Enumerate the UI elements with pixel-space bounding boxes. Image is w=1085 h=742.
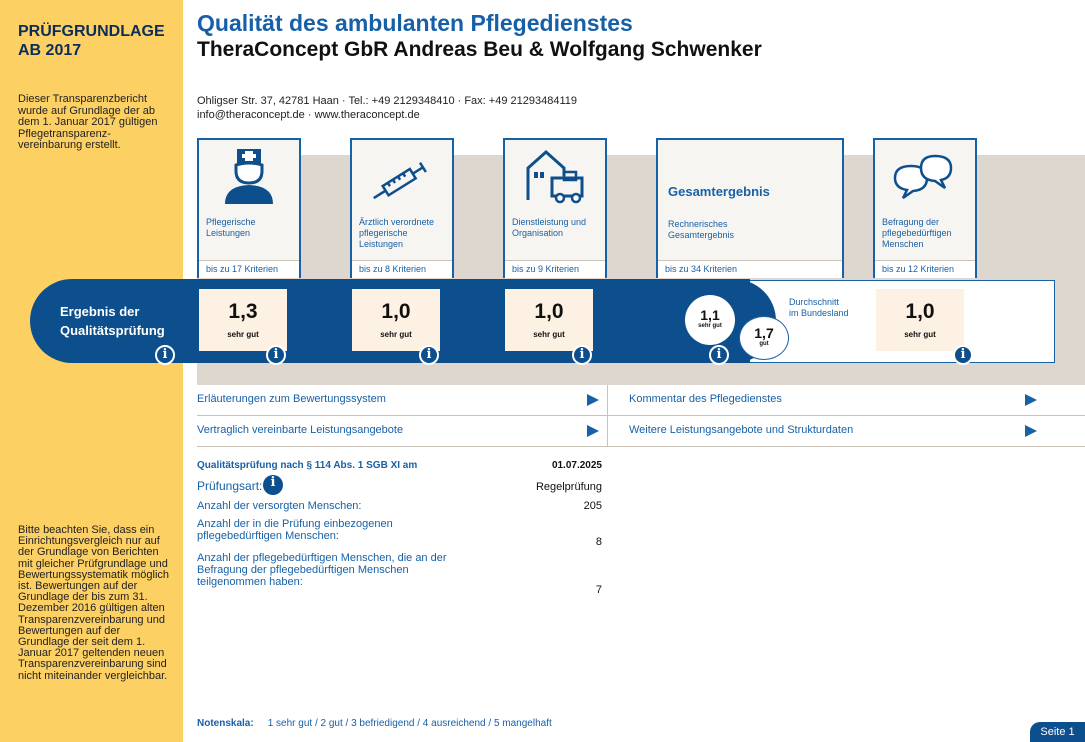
- card-title: Gesamtergebnis: [668, 184, 770, 199]
- card-befragung: [873, 138, 977, 278]
- grade-pflegerische-leistungen: [199, 289, 287, 351]
- card-criteria: bis zu 12 Kriterien: [875, 260, 975, 278]
- link-row: [197, 416, 1085, 447]
- card-label: Befragung der pflegebedürftigen Menschen: [882, 217, 952, 249]
- card-label: Dienstleistung und Organisation: [512, 217, 587, 238]
- grade-value: 1,0: [534, 300, 564, 323]
- arrow-right-icon[interactable]: [587, 425, 599, 437]
- provider-name: TheraConcept GbR Andreas Beu & Wolfgang Schwenker: [197, 38, 762, 61]
- page-number: Seite 1: [1030, 722, 1085, 742]
- detail-value: 205: [583, 500, 602, 512]
- card-label: Pflegerische Leistungen: [206, 217, 256, 238]
- total-grade-text: sehr gut: [698, 323, 722, 329]
- info-icon-result[interactable]: i: [155, 345, 175, 365]
- detail-date: 01.07.2025: [551, 460, 602, 471]
- detail-heading: Qualitätsprüfung nach § 114 Abs. 1 SGB XI am: [197, 460, 418, 471]
- detail-label: Anzahl der versorgten Menschen:: [197, 500, 362, 512]
- average-label-line1: Durchschnitt: [789, 297, 840, 307]
- average-label-line2: im Bundesland: [789, 308, 849, 318]
- sidebar-note: Bitte beachten Sie, dass ein Einrichtungsvergleich nur auf der Grundlage von Berichten mit gleicher Prüfgrundlage und Bewertungssystematik möglich ist. Bewertungen auf der Grundlage der bis zum 31. Dezember 2016 gültigen alten Transparenzvereinbarung und Bewertungen auf der Grundlage der seit dem 1. Januar 2017 geltenden neuen Transparenzvereinbarung sind nicht miteinander vergleichbar.: [18, 524, 170, 682]
- grade-aerztlich-verordnete: [352, 289, 440, 351]
- link-row: [197, 385, 1085, 416]
- arrow-right-icon[interactable]: [587, 394, 599, 406]
- syringe-icon: [352, 146, 452, 204]
- sidebar-title-line2: AB 2017: [18, 42, 82, 59]
- card-criteria: bis zu 17 Kriterien: [199, 260, 299, 278]
- card-aerztlich-verordnete-leistungen: [350, 138, 454, 278]
- grade-value: 1,3: [228, 300, 258, 323]
- grade-value: 1,0: [381, 300, 411, 323]
- total-grade-circle: [685, 295, 735, 345]
- sidebar-title: [18, 22, 173, 60]
- address-block: [197, 94, 577, 122]
- card-criteria: bis zu 34 Kriterien: [658, 260, 842, 278]
- card-label: Rechnerisches Gesamtergebnis: [668, 219, 735, 240]
- nurse-icon: [199, 146, 299, 204]
- link-list: [197, 385, 1085, 447]
- card-dienstleistung-organisation: [503, 138, 607, 278]
- grade-befragung: [876, 289, 964, 351]
- result-label-line1: Ergebnis der: [60, 304, 140, 319]
- grade-scale-text: 1 sehr gut / 2 gut / 3 befriedigend / 4 ausreichend / 5 mangelhaft: [267, 718, 552, 729]
- info-icon-gesamt[interactable]: i: [709, 345, 729, 365]
- arrow-right-icon[interactable]: [1025, 394, 1037, 406]
- grade-text: sehr gut: [380, 330, 412, 339]
- sidebar-title-line1: PRÜFGRUNDLAGE: [18, 23, 165, 40]
- detail-label: Prüfungsart:: [197, 479, 263, 493]
- grade-text: sehr gut: [904, 330, 936, 339]
- arrow-right-icon[interactable]: [1025, 425, 1037, 437]
- info-icon-aerztlich[interactable]: i: [419, 345, 439, 365]
- sidebar-intro: Dieser Transparenzbericht wurde auf Grundlage der ab dem 1. Januar 2017 gültigen Pflegetransparenz-vereinbarung erstellt.: [18, 93, 158, 151]
- grade-scale: [197, 718, 552, 729]
- card-criteria: bis zu 8 Kriterien: [352, 260, 452, 278]
- grade-value: 1,0: [905, 300, 935, 323]
- grade-text: sehr gut: [533, 330, 565, 339]
- contact: info@theraconcept.de · www.theraconcept.de: [197, 109, 420, 121]
- card-criteria: bis zu 9 Kriterien: [505, 260, 605, 278]
- grade-scale-label: Notenskala:: [197, 718, 254, 729]
- grade-text: sehr gut: [227, 330, 259, 339]
- grade-dienstleistung: [505, 289, 593, 351]
- link-bewertungssystem[interactable]: Erläuterungen zum Bewertungssystem: [197, 393, 386, 405]
- info-icon-befragung[interactable]: i: [953, 345, 973, 365]
- detail-label: Anzahl der in die Prüfung einbezogenen pflegebedürftigen Menschen:: [197, 518, 393, 542]
- link-leistungsangebote[interactable]: Vertraglich vereinbarte Leistungsangebote: [197, 424, 404, 436]
- detail-label: Anzahl der pflegebedürftigen Menschen, die an der Befragung der pflegebedürftigen Menschen teilgenommen haben:: [197, 552, 447, 588]
- house-car-icon: [505, 146, 605, 204]
- address: Ohligser Str. 37, 42781 Haan · Tel.: +49 2129348410 · Fax: +49 21293484119: [197, 95, 577, 107]
- link-strukturdaten[interactable]: Weitere Leistungsangebote und Strukturdaten: [629, 424, 854, 436]
- average-grade-value: 1,7: [754, 325, 774, 341]
- card-pflegerische-leistungen: [197, 138, 301, 278]
- card-gesamtergebnis: [656, 138, 844, 278]
- result-label: [60, 302, 165, 340]
- average-grade-text: gut: [759, 341, 769, 347]
- result-label-line2: Qualitätsprüfung: [60, 323, 165, 338]
- page-title: Qualität des ambulanten Pflegedienstes: [197, 10, 633, 36]
- average-label: [789, 297, 849, 319]
- card-label: Ärztlich verordnete pflegerische Leistungen: [359, 217, 435, 249]
- average-grade-circle: [739, 316, 789, 360]
- info-icon-pflegerische[interactable]: i: [266, 345, 286, 365]
- info-icon-pruefungsart[interactable]: i: [263, 475, 283, 495]
- speech-bubbles-icon: [875, 146, 975, 204]
- detail-value: 7: [595, 584, 602, 596]
- info-icon-dienstleistung[interactable]: i: [572, 345, 592, 365]
- total-grade-value: 1,1: [700, 307, 720, 323]
- link-kommentar[interactable]: Kommentar des Pflegedienstes: [629, 393, 782, 405]
- detail-value: Regelprüfung: [535, 481, 602, 493]
- detail-value: 8: [595, 536, 602, 548]
